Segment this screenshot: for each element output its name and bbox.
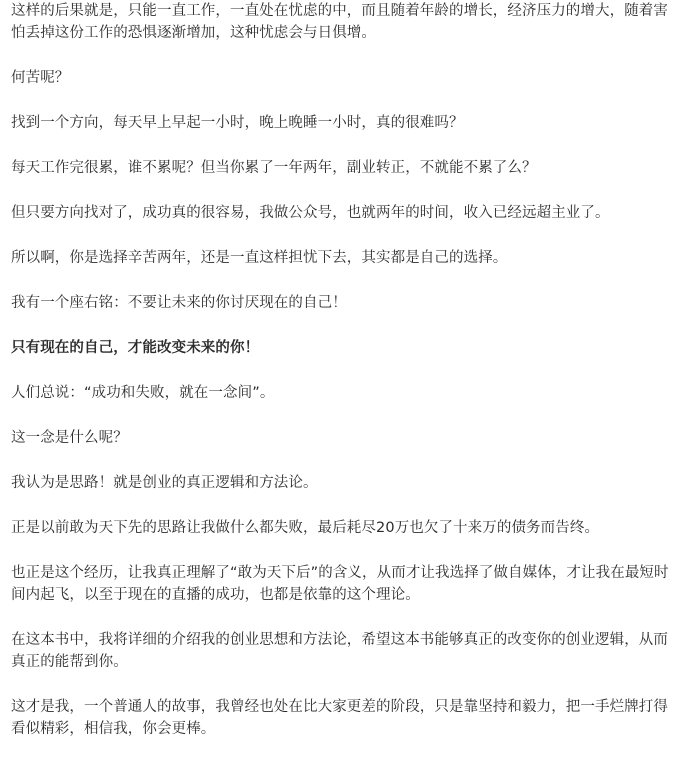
paragraph: 我有一个座右铭：不要让未来的你讨厌现在的自己！ [11,295,347,311]
paragraph: 但只要方向找对了，成功真的很容易，我做公众号，也就两年的时间，收入已经远超主业了。 [11,205,610,221]
paragraph: 正是以前敢为天下先的思路让我做什么都失败，最后耗尽20万也欠了十来万的债务而告终。 [11,520,600,536]
article-body [11,0,675,740]
paragraph: 人们总说：“成功和失败，就在一念间”。 [11,385,275,401]
bold-highlight-paragraph: 只有现在的自己，才能改变未来的你！ [11,340,260,356]
paragraph: 每天工作完很累，谁不累呢？但当你累了一年两年，副业转正，不就能不累了么？ [11,160,537,176]
paragraph: 何苦呢？ [11,70,70,86]
paragraph: 所以啊，你是选择辛苦两年，还是一直这样担忧下去，其实都是自己的选择。 [11,250,508,266]
paragraph: 这样的后果就是，只能一直工作，一直处在忧虑的中，而且随着年龄的增长，经济压力的增大，随着害怕丢掉这份工作的恐惧逐渐增加，这种忧虑会与日俱增。 [11,3,668,41]
paragraph: 这一念是什么呢？ [11,430,128,446]
paragraph: 我认为是思路！就是创业的真正逻辑和方法论。 [11,475,318,491]
paragraph: 这才是我，一个普通人的故事，我曾经也处在比大家更差的阶段，只是靠坚持和毅力，把一手烂牌打得看似精彩，相信我，你会更棒。 [11,699,668,737]
paragraph: 也正是这个经历，让我真正理解了“敢为天下后”的含义，从而才让我选择了做自媒体，才让我在最短时间内起飞，以至于现在的直播的成功，也都是依靠的这个理论。 [11,565,669,603]
paragraph: 找到一个方向，每天早上早起一小时，晚上晚睡一小时，真的很难吗？ [11,115,464,131]
paragraph: 在这本书中，我将详细的介绍我的创业思想和方法论，希望这本书能够真正的改变你的创业逻辑，从而真正的能帮到你。 [11,632,668,670]
